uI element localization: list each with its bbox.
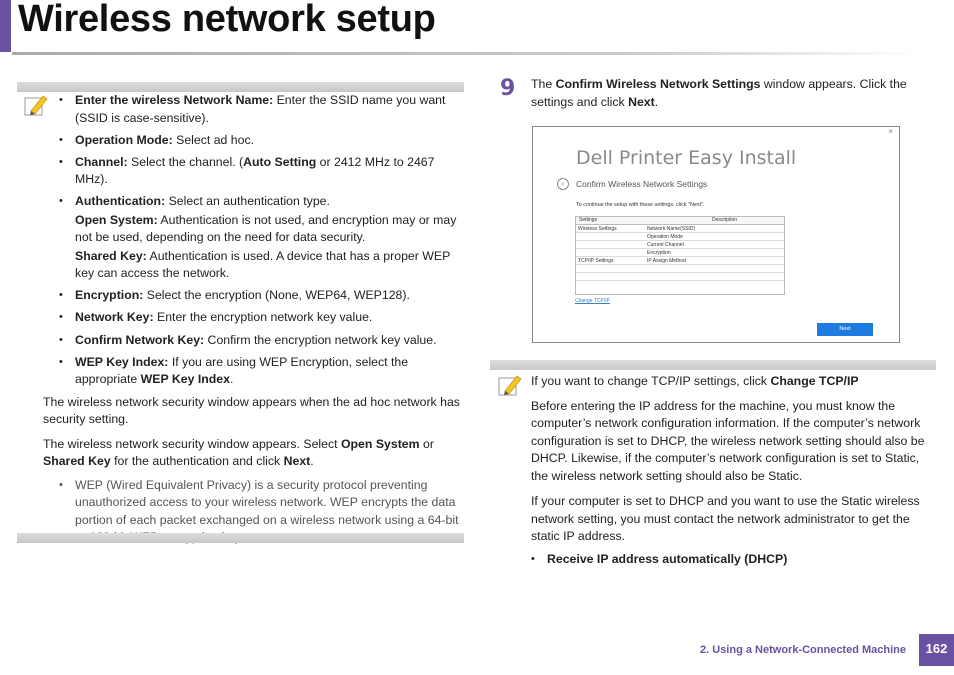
list-item: • Encryption: Select the encryption (None, WEP64, WEP128). (59, 287, 464, 305)
tcpip-instruction: If you want to change TCP/IP settings, click Change TCP/IP (531, 374, 859, 388)
list-item: • Authentication: Select an authentication type. Open System: Authentication is not used, and encryption may or may not be used, depending on the need for data security. Shared Key: Authentication is used. A device that has a proper WEP key can access the network. (59, 193, 464, 283)
auth-shared-key: Shared Key: Authentication is used. A device that has a proper WEP key can access the network. (75, 248, 451, 281)
step-9-text: The Confirm Wireless Network Settings window appears. Click the settings and click Next. (531, 77, 907, 109)
list-item: • Channel: Select the channel. (Auto Setting or 2412 MHz to 2467 MHz). (59, 154, 464, 189)
dialog-instruction: To continue the setup with these settings, click "Next". (576, 202, 705, 208)
table-cell: Current Channel (647, 242, 684, 248)
confirm-settings-dialog (532, 126, 900, 343)
settings-table (575, 216, 785, 295)
table-cell: IP Assign Method (647, 258, 686, 264)
list-item: • Network Key: Enter the encryption network key value. (59, 309, 464, 327)
table-row: TCP/IP Settings (578, 258, 614, 264)
list-item: • Enter the wireless Network Name: Enter the SSID name you want (SSID is case-sensitive). (59, 92, 464, 127)
chapter-footer: 2. Using a Network-Connected Machine (700, 644, 906, 656)
table-cell: Network Name(SSID) (647, 226, 696, 232)
table-row: Wireless Settings (578, 226, 617, 232)
next-button[interactable]: Next (817, 323, 873, 336)
auth-open-system: Open System: Authentication is not used, and encryption may or may not be used, depending on the need for data security. (75, 212, 457, 245)
dialog-title: Dell Printer Easy Install (576, 147, 797, 169)
security-paragraph: The wireless network security window appears. Select Open System or Shared Key for the authentication and click Next. (43, 436, 434, 469)
step-number: 9 (500, 76, 516, 101)
left-note-content (43, 92, 464, 551)
note-bottom-bar (17, 533, 464, 543)
table-header (576, 217, 784, 225)
right-note-content (531, 373, 936, 573)
note-top-bar (17, 82, 464, 92)
title-accent-bar (0, 0, 11, 52)
col-description: Description (712, 217, 738, 223)
title-divider (12, 52, 922, 55)
table-cell: Encryption (647, 250, 671, 256)
list-item: • Receive IP address automatically (DHCP) (531, 551, 936, 569)
dialog-subtitle: Confirm Wireless Network Settings (576, 179, 708, 189)
pencil-note-icon (23, 92, 49, 118)
list-item: • Confirm Network Key: Confirm the encryption network key value. (59, 332, 464, 350)
page-number: 162 (919, 634, 954, 666)
dhcp-paragraph: Before entering the IP address for the machine, you must know the computer’s network configuration information. If the computer’s network configuration is set to DHCP, the wireless network setting should also be DHCP. Likewise, if the computer’s network configuration is set to Static, the wireless network setting should also be Static. (531, 398, 925, 483)
col-settings: Settings (579, 217, 598, 223)
dhcp-list (531, 551, 936, 569)
page-title: Wireless network setup (18, 0, 436, 40)
list-item: • WEP Key Index: If you are using WEP Encryption, select the appropriate WEP Key Index. (59, 354, 464, 389)
adhoc-paragraph: The wireless network security window appears when the ad hoc network has security setting. (43, 394, 460, 427)
list-item: • Operation Mode: Select ad hoc. (59, 132, 464, 150)
pencil-note-icon (497, 372, 523, 398)
change-tcpip-link[interactable]: Change TCP/IP (575, 298, 610, 304)
note-top-bar (490, 360, 936, 370)
table-cell: Operation Mode (647, 234, 683, 240)
wep-note: • WEP (Wired Equivalent Privacy) is a security protocol preventing unauthorized access to your wireless network. WEP encrypts the data portion of each packet exchanged on a wireless network using a 64-bit (59, 477, 464, 547)
back-arrow-icon[interactable]: ‹ (557, 178, 569, 190)
close-icon[interactable]: × (888, 127, 893, 136)
static-paragraph: If your computer is set to DHCP and you want to use the Static wireless network setting, you must contact the network administrator to get the static IP address. (531, 494, 920, 543)
settings-list (59, 92, 464, 389)
